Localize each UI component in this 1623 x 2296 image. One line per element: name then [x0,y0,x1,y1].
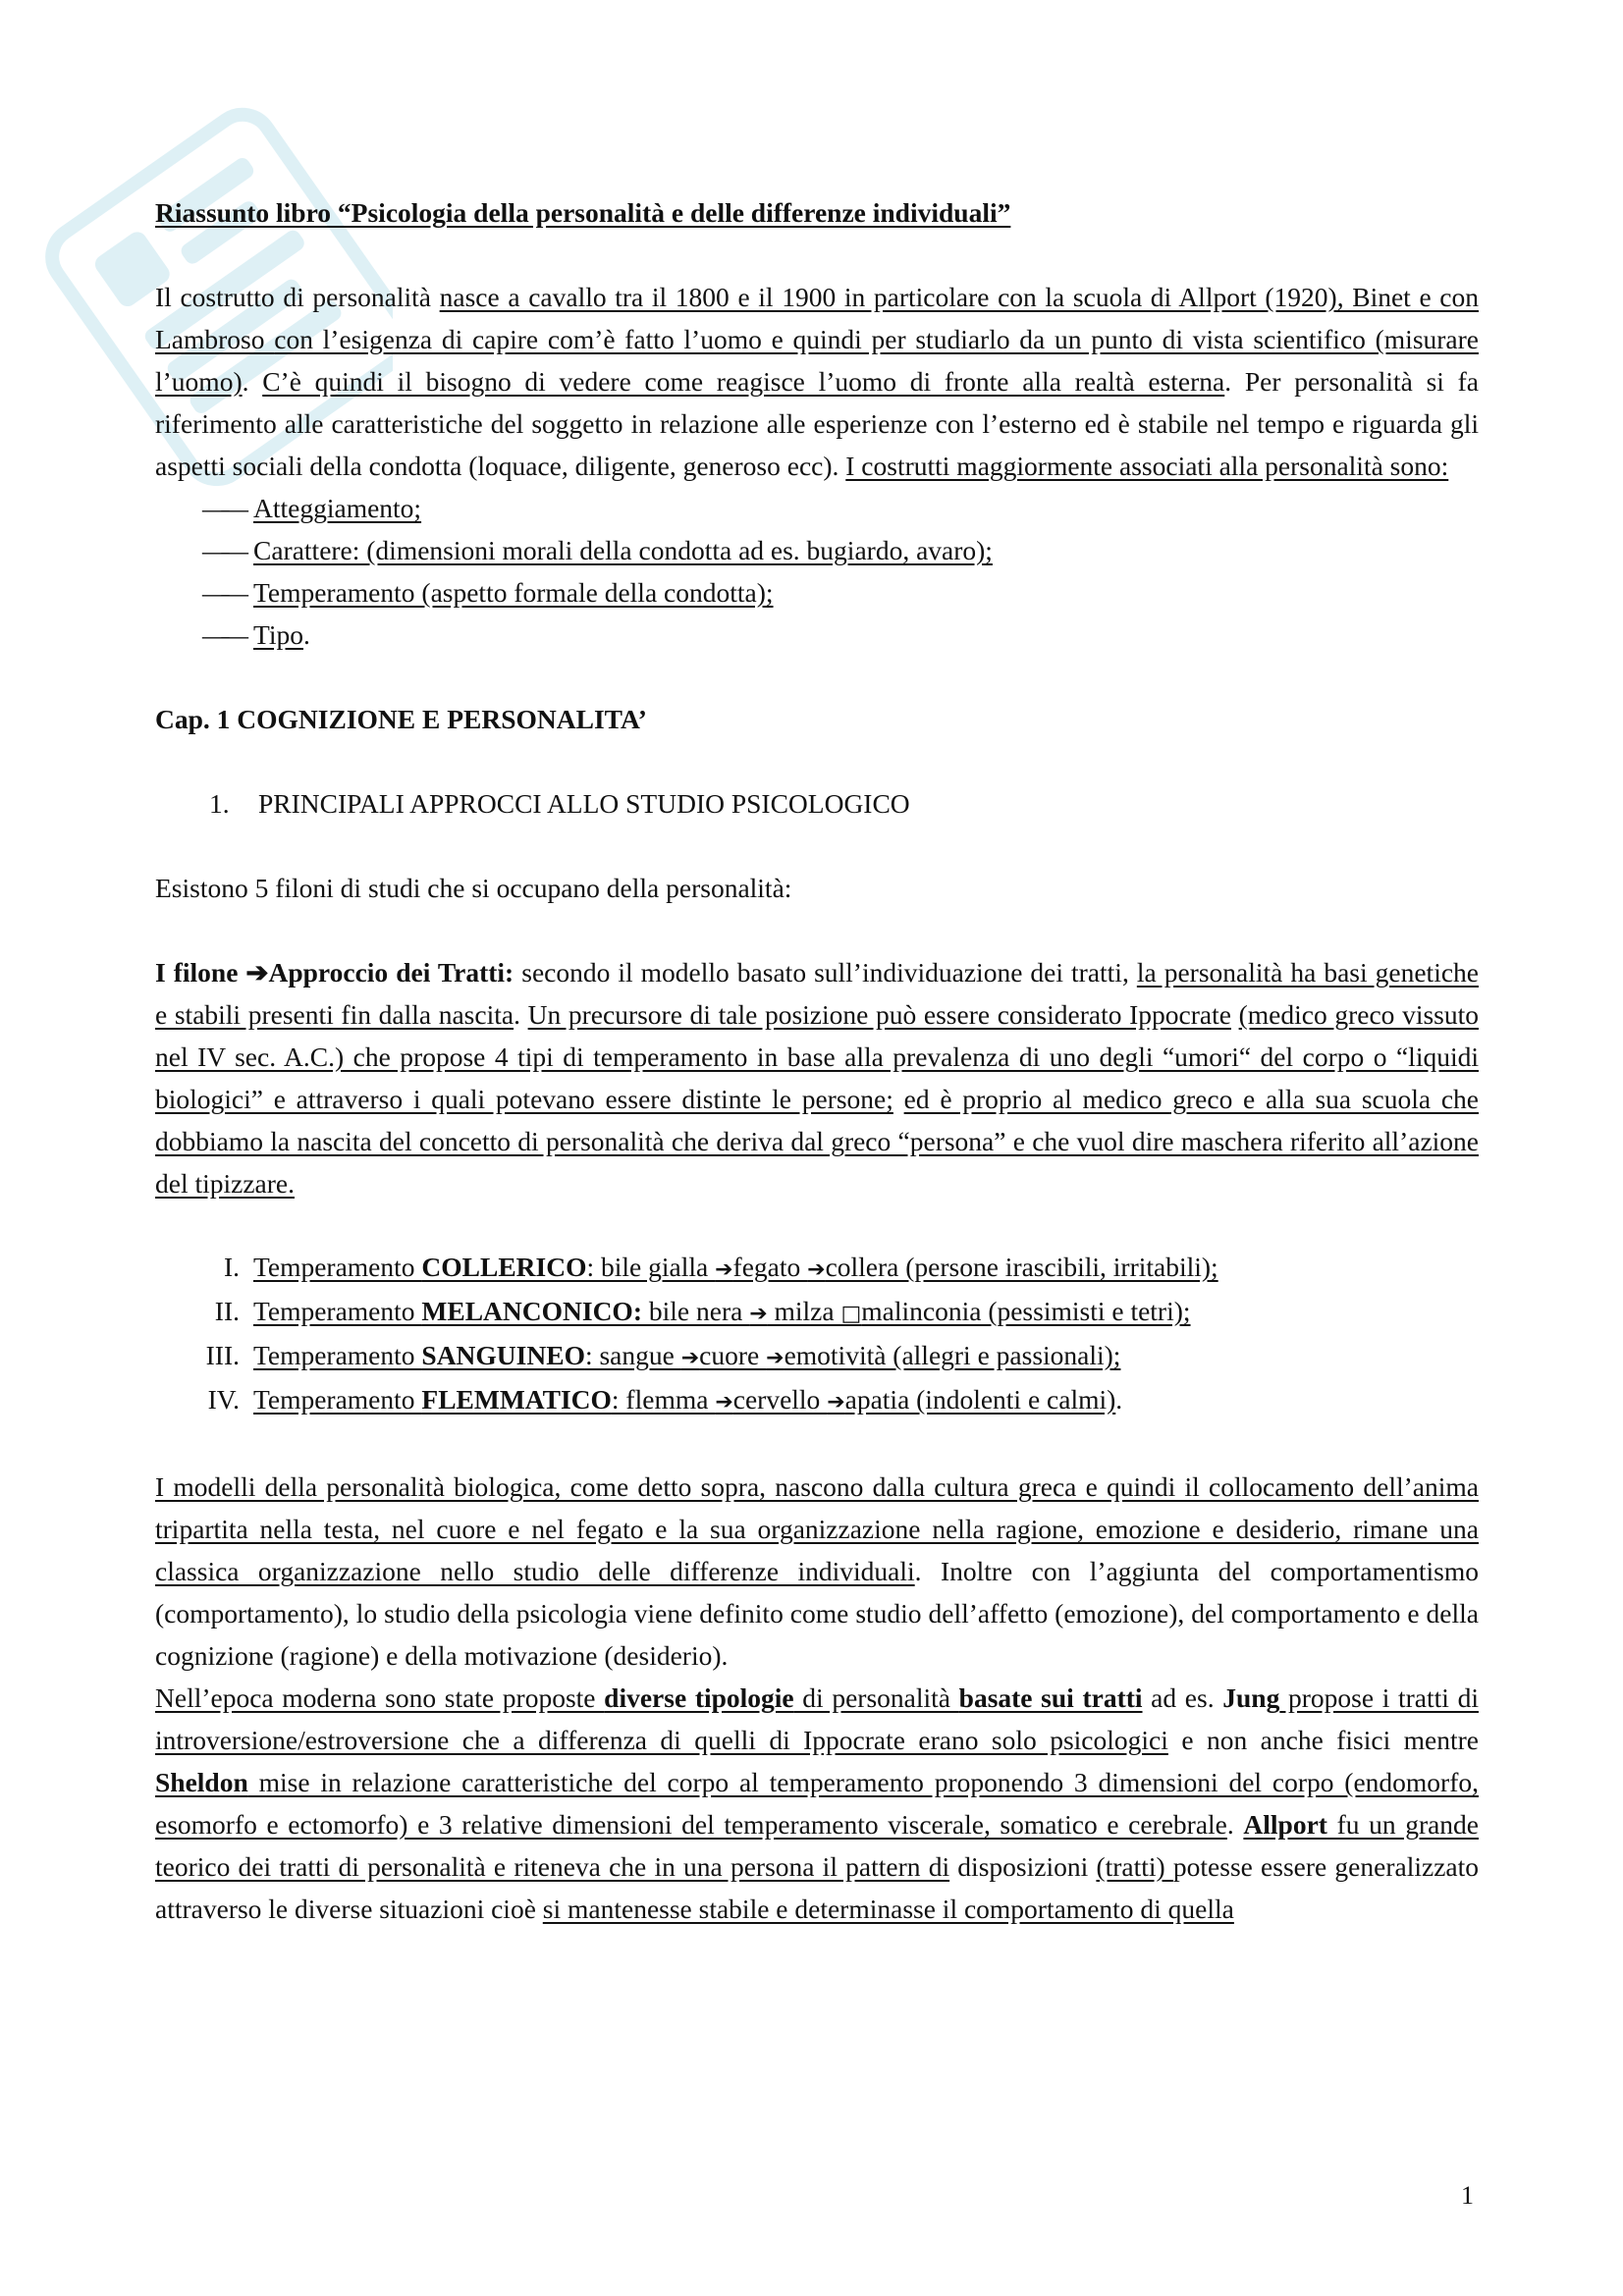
intro-paragraph [155,276,1479,487]
temp-trait: malinconia (pessimisti e tetri); [861,1296,1191,1326]
arrow-right-icon: ➔ [715,1257,733,1282]
temp-post: bile nera [642,1296,750,1326]
filone-text-5 [1231,999,1239,1030]
modern-text: (tratti) [1096,1851,1173,1882]
filone-text-8: ed è proprio al medico greco e alla sua scuola che dobbiamo la nascita del concetto di personalità che deriva dal greco “persona” e che vuol dire maschera riferito all’azione del tipizzare. [155,1084,1480,1199]
list-item [202,529,1479,571]
temp-name: MELANCONICO: [421,1296,642,1326]
intro-text-5: C’è quindi il bisogno di vedere come reagisce l’uomo di fronte alla realtà esterna [262,366,1225,397]
arrow-right-icon: ➔ [715,1390,733,1415]
modern-text: si mantenesse stabile e determinasse il comportamento di quella [542,1894,1234,1924]
filoni-intro: Esistono 5 filoni di studi che si occupano della personalità: [155,873,792,903]
modern-text: e non anche fisici mentre [1167,1725,1479,1755]
section-number: 1. [209,788,230,819]
list-item [202,1379,1479,1423]
modern-text: Nell’epoca moderna sono state proposte [155,1682,605,1713]
temp-post: : flemma [611,1384,716,1415]
roman-numeral: I. [223,1252,240,1282]
temp-trait: emotività (allegri e passionali); [784,1340,1121,1370]
construct-label: Tipo [253,619,303,650]
filone-text-3: . [514,999,528,1030]
construct-label: Carattere: (dimensioni morali della condotta ad es. bugiardo, avaro); [253,535,993,565]
temperaments-list [155,1247,1479,1423]
temp-pre: Temperamento [253,1384,422,1415]
intro-text-3: con l’esigenza di capire com’è fatto l’uomo e quindi per studiarlo da un punto di vista scientifico (misurare l’uomo) [155,324,1479,397]
arrow-right-icon: ➔ [245,957,269,988]
intro-text-6: . Per personalità si fa riferimento alle caratteristiche del soggetto in relazione alle esperienze con l’esterno ed è stabile nel tempo e riguarda gli aspetti sociali della condotta (loquace, diligente, generoso ecc). [155,366,1479,481]
filone-text-4: Un precursore di tale posizione può essere considerato Ippocrate [527,999,1231,1030]
list-item [202,1291,1479,1335]
author-allport: Allport [1243,1809,1327,1840]
arrow-right-icon: ➔ [766,1346,784,1370]
intro-text-4: . [242,366,263,397]
modern-text: fu un grande teorico dei tratti di personalità e riteneva che in una persona il pattern di [155,1809,1480,1882]
constructs-list [155,487,1479,656]
modern-text: ad es. [1142,1682,1223,1713]
temp-organ: cuore [699,1340,767,1370]
models-text-2: . Inoltre con l’aggiunta del comportamentismo (comportamento), lo studio della psicologia viene definito come studio dell’affetto (emozione), del comportamento e della cognizione (ragione) e della motivazione (desiderio). [155,1556,1479,1671]
page-number: 1 [1461,2181,1474,2210]
filone-label: I filone [155,957,246,988]
modern-paragraph [155,1677,1479,1930]
temp-pre: Temperamento [253,1252,422,1282]
models-text-1: I modelli della personalità biologica, come detto sopra, nascono dalla cultura greca e quindi il collocamento dell’anima tripartita nella testa, nel cuore e nel fegato e la sua organizzazione nella ragione, emozione e desiderio, rimane una classica organizzazione nello studio delle differenze individuali [155,1471,1479,1586]
modern-text: potesse essere generalizzato attraverso le diverse situazioni cioè [155,1851,1479,1924]
arrow-right-icon: ➔ [807,1257,826,1282]
modern-text: disposizioni [949,1851,1097,1882]
list-item [202,1247,1479,1291]
filone-name: Approccio dei Tratti: [268,957,514,988]
modern-bold: basate sui tratti [958,1682,1143,1713]
section-title: PRINCIPALI APPROCCI ALLO STUDIO PSICOLOGICO [258,788,910,819]
temp-name: COLLERICO [421,1252,587,1282]
section-heading [155,782,1479,825]
modern-text: . [1226,1809,1244,1840]
modern-text: propose i tratti di introversione/estroversione che a differenza di quelli di Ippocrate erano solo psicologici [155,1682,1479,1755]
filone-text-6: (medico greco vissuto nel IV sec. A.C.) che propose 4 tipi di temperamento in base alla prevalenza di uno degli “umori“ del corpo o “liquidi biologici” e attraverso i quali potevano essere distinte le persone; [155,999,1480,1114]
temp-name: FLEMMATICO [421,1384,612,1415]
list-item [202,487,1479,529]
temp-organ: milza [767,1296,841,1326]
construct-label: Temperamento (aspetto formale della condotta); [253,577,774,608]
modern-text: di personalità [793,1682,959,1713]
intro-text-7: I costrutti maggiormente associati alla personalità sono: [845,451,1449,481]
temp-organ: cervello [732,1384,828,1415]
temp-trait: collera (persone irascibili, irritabili); [825,1252,1218,1282]
filone-text-7 [893,1084,904,1114]
modern-bold: diverse tipologie [604,1682,794,1713]
intro-text-2: nasce a cavallo tra il 1800 e il 1900 in particolare con la scuola di Allport (1920), Binet e con Lambroso [155,282,1479,354]
temp-organ: fegato [732,1252,808,1282]
chapter-heading: Cap. 1 COGNIZIONE E PERSONALITA’ [155,704,647,734]
models-paragraph [155,1466,1479,1677]
list-item [202,614,1479,656]
temp-pre: Temperamento [253,1296,422,1326]
temp-pre: Temperamento [253,1340,422,1370]
author-sheldon: Sheldon [155,1767,248,1797]
arrow-right-icon: ➔ [680,1346,700,1370]
temp-post: : sangue [584,1340,681,1370]
temp-post: : bile gialla [586,1252,716,1282]
modern-text: mise in relazione caratteristiche del corpo al temperamento proponendo 3 dimensioni del corpo (endomorfo, esomorfo e ectomorfo) e 3 relative dimensioni del temperamento viscerale, somatico e cerebrale [155,1767,1479,1840]
arrow-right-icon: ➔ [827,1390,845,1415]
filone-text-2: la personalità ha basi genetiche e stabili presenti fin dalla nascita [155,957,1480,1030]
roman-numeral: II. [214,1296,240,1326]
document-page [155,191,1479,1930]
list-item [202,1335,1479,1379]
temp-trait: apatia (indolenti e calmi) [844,1384,1116,1415]
filone-text-1: secondo il modello basato sull’individuazione dei tratti, [514,957,1137,988]
box-glyph-icon: □ [840,1302,862,1326]
arrow-right-icon: ➔ [749,1302,768,1326]
temp-suffix: . [1115,1384,1123,1415]
temp-name: SANGUINEO [421,1340,585,1370]
roman-numeral: IV. [207,1384,240,1415]
document-title: Riassunto libro “Psicologia della personalità e delle differenze individuali” [155,197,1011,228]
list-item [202,571,1479,614]
construct-suffix: . [302,619,310,650]
author-jung: Jung [1222,1682,1280,1713]
intro-text-1: Il costrutto di personalità [155,282,440,312]
roman-numeral: III. [205,1340,240,1370]
filone-paragraph [155,951,1479,1204]
construct-label: Atteggiamento; [253,493,422,523]
